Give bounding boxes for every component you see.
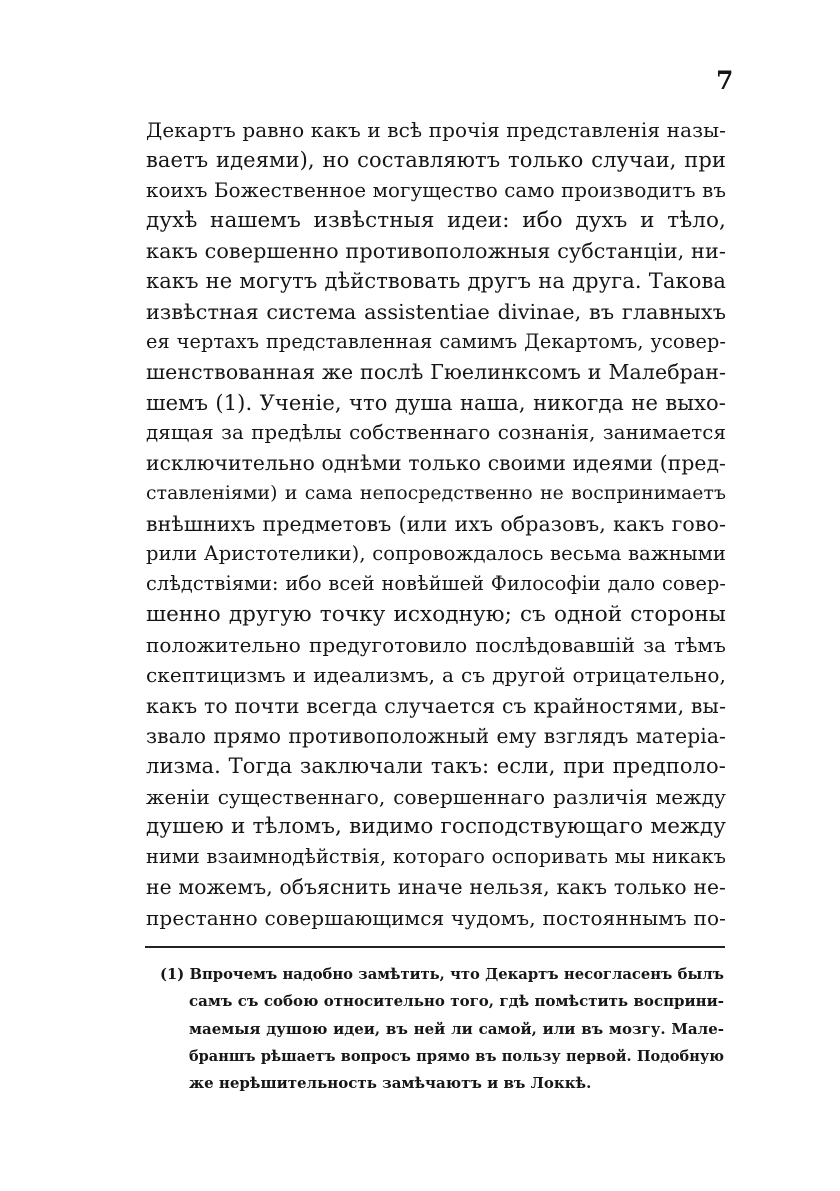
- page-number: 7: [716, 66, 734, 95]
- text-line: престанно совершающимся чудомъ, постояннымъ по-: [146, 905, 726, 930]
- text-line: ними взаимнодѣйствія, котораго оспоривать мы никакъ: [146, 845, 726, 869]
- footnote-divider: [145, 946, 725, 948]
- footnote-line: самъ съ собою относительно того, гдѣ помѣстить восприни-: [189, 992, 724, 1011]
- text-line: исключительно однѣми только своими идеями (пред-: [146, 451, 726, 476]
- body-text: [146, 115, 726, 933]
- text-line: звало прямо противоположный ему взглядъ матеріа-: [146, 723, 726, 748]
- footnote-line: маемыя душою идеи, въ ней ли самой, или въ мозгу. Мале-: [189, 1019, 724, 1038]
- text-line: духѣ нашемъ извѣстныя идеи: ибо духъ и тѣло,: [146, 207, 726, 233]
- text-line: ея чертахъ представленная самимъ Декартомъ, усовер-: [146, 330, 726, 354]
- text-line: дящая за предѣлы собственнаго сознанія, занимается: [146, 420, 726, 444]
- text-line: какъ то почти всегда случается съ крайностями, вы-: [146, 693, 726, 718]
- text-line: скептицизмъ и идеализмъ, а съ другой отрицательно,: [146, 663, 726, 688]
- footnote-line: браншъ рѣшаетъ вопросъ прямо въ пользу первой. Подобную: [189, 1047, 724, 1065]
- text-line: внѣшнихъ предметовъ (или ихъ образовъ, какъ гово-: [146, 511, 726, 536]
- text-line: Декартъ равно какъ и всѣ прочія представленія назы-: [146, 118, 726, 142]
- text-line: какъ совершенно противоположныя субстанціи, ни-: [146, 239, 726, 264]
- text-line: слѣдствіями: ибо всей новѣйшей Философіи дало совер-: [146, 572, 726, 596]
- footnote-line: (1) Впрочемъ надобно замѣтить, что Декартъ несогласенъ былъ: [160, 966, 724, 983]
- text-line: положительно предуготовило послѣдовавшій за тѣмъ: [146, 633, 726, 658]
- text-line: не можемъ, объяснить иначе нельзя, какъ только не-: [146, 875, 726, 900]
- text-line: шенно другую точку исходную; съ одной стороны: [146, 601, 726, 627]
- text-line: душею и тѣломъ, видимо господствующаго между: [146, 813, 726, 839]
- text-line: рили Аристотелики), сопровождалось весьма важными: [146, 542, 726, 566]
- text-line: извѣстная система assistentiae divinae, въ главныхъ: [146, 299, 726, 324]
- footnote-line: же нерѣшительность замѣчаютъ и въ Локкѣ.: [189, 1074, 592, 1093]
- text-line: ставленіями) и сама непосредственно не воспринимаетъ: [146, 482, 726, 504]
- text-line: женіи существеннаго, совершеннаго различія между: [146, 784, 726, 809]
- text-line: шемъ (1). Ученіе, что душа наша, никогда не выхо-: [146, 390, 726, 415]
- text-line: какъ не могутъ дѣйствовать другъ на друга. Такова: [146, 269, 726, 294]
- text-line: лизма. Тогда заключали такъ: если, при предполо-: [146, 754, 726, 779]
- text-line: коихъ Божественное могущество само производитъ въ: [146, 178, 726, 202]
- footnote: [160, 961, 724, 1097]
- text-line: шенствованная же послѣ Гюелинксомъ и Малебран-: [146, 360, 726, 385]
- text-line: ваетъ идеями), но составляютъ только случаи, при: [146, 148, 726, 173]
